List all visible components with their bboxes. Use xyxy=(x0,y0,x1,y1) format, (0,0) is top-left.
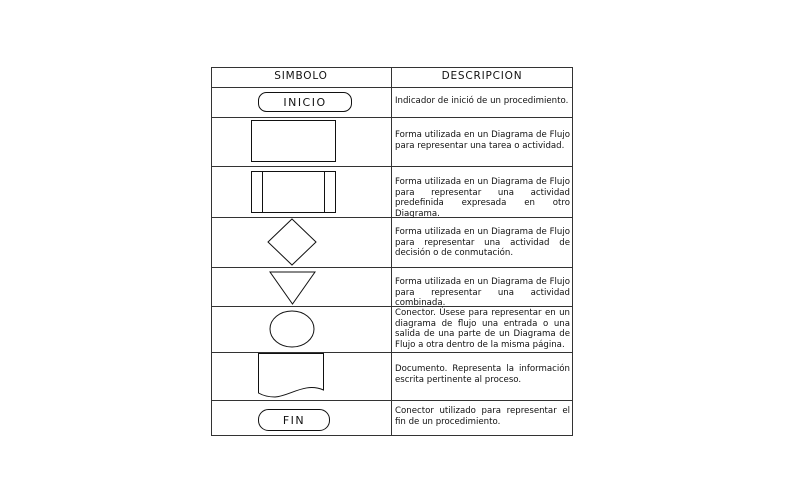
connector-circle-shape xyxy=(270,311,314,347)
description-document: Documento. Representa la información escrita pertinente al proceso. xyxy=(395,364,570,385)
description-decision: Forma utilizada en un Diagrama de Flujo para representar una actividad de decisión o de conmutación. xyxy=(395,227,570,259)
description-merge: Forma utilizada en un Diagrama de Flujo para representar una actividad combinada. xyxy=(395,277,570,309)
process-rectangle-shape xyxy=(252,121,336,162)
symbol-column-header: SIMBOLO xyxy=(274,70,328,82)
predefined-process-shape xyxy=(252,172,336,213)
decision-diamond-shape xyxy=(268,219,316,265)
fin-label: FIN xyxy=(282,414,306,427)
inicio-label: INICIO xyxy=(283,96,327,109)
document-shape xyxy=(259,354,324,398)
description-inicio: Indicador de inició de un procedimiento. xyxy=(395,96,569,106)
merge-triangle-shape xyxy=(270,272,315,304)
description-fin: Conector utilizado para representar el fin de un procedimiento. xyxy=(395,406,570,427)
description-predefined: Forma utilizada en un Diagrama de Flujo para representar una actividad predefinida expresada en otro Diagrama. xyxy=(395,177,570,219)
description-process: Forma utilizada en un Diagrama de Flujo para representar una tarea o actividad. xyxy=(395,130,570,151)
description-connector: Conector. Úsese para representar en un diagrama de flujo una entrada o una salida de una parte de un Diagrama de Flujo a otra dentro de la misma página. xyxy=(395,308,570,350)
description-column-header: DESCRIPCION xyxy=(441,70,523,82)
